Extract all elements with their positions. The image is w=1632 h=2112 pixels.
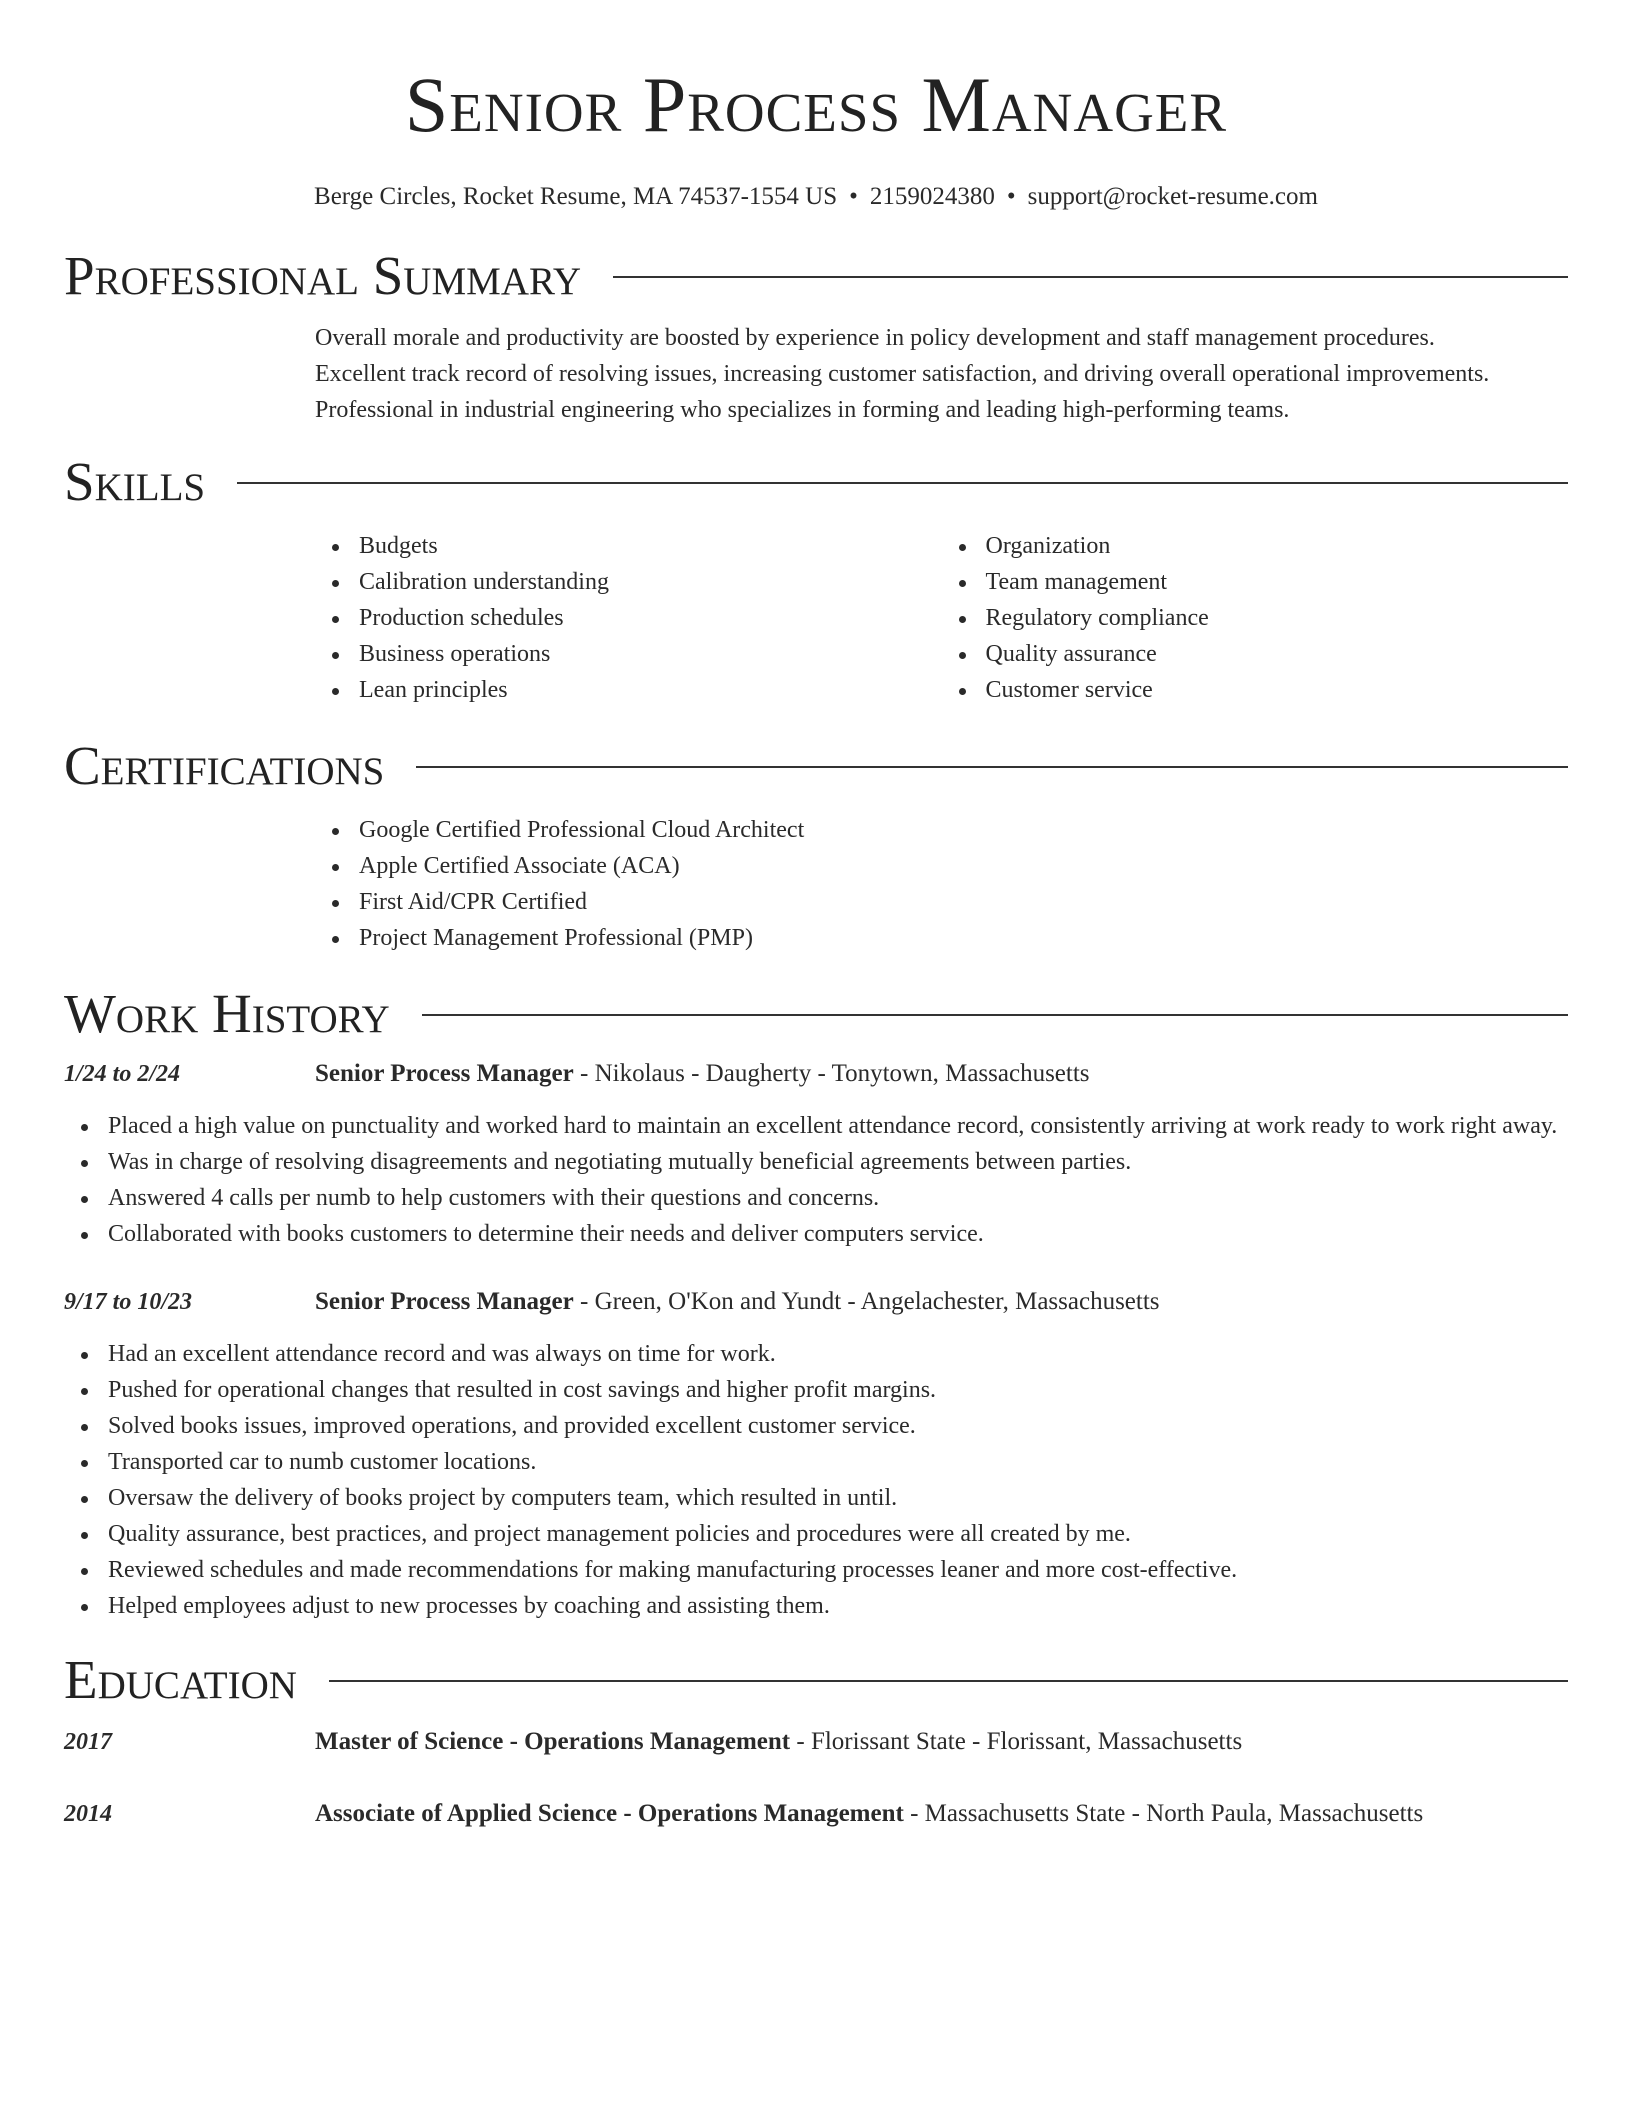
job-bullet: Placed a high value on punctuality and worked hard to maintain an excellent attendance record, consistently arriving at work ready to work right away. (108, 1108, 1568, 1144)
job-title: Senior Process Manager (315, 1288, 574, 1315)
separator-dot: • (1006, 183, 1016, 210)
work-history-heading: Work History (64, 983, 390, 1044)
summary-section (64, 246, 1568, 428)
work-history-section (64, 984, 1568, 1624)
section-divider (613, 276, 1568, 278)
job-bullets (64, 1336, 1568, 1624)
section-divider (237, 482, 1568, 484)
job-bullet: Answered 4 calls per numb to help customers with their questions and concerns. (108, 1180, 1568, 1216)
job-dates: 1/24 to 2/24 (64, 1061, 181, 1087)
summary-line: Overall morale and productivity are boosted by experience in policy development and staff management procedures. (315, 325, 1435, 351)
work-history-header (64, 984, 1568, 1044)
skill-item: Customer service (986, 672, 1569, 708)
job-entry (64, 1056, 1568, 1252)
skill-item: Calibration understanding (359, 564, 942, 600)
job-title: Senior Process Manager (315, 1060, 574, 1087)
education-heading: Education (64, 1649, 297, 1710)
certifications-section (64, 736, 1568, 956)
skill-item: Regulatory compliance (986, 600, 1569, 636)
job-bullet: Was in charge of resolving disagreements and negotiating mutually beneficial agreements between parties. (108, 1144, 1568, 1180)
skills-list-left (315, 528, 942, 708)
school-details: - Florissant State - Florissant, Massachusetts (790, 1728, 1243, 1755)
skill-item: Team management (986, 564, 1569, 600)
skill-item: Lean principles (359, 672, 942, 708)
contact-address: Berge Circles, Rocket Resume, MA 74537-1554 US (314, 183, 838, 210)
degree-name: Associate of Applied Science - Operations Management (315, 1800, 904, 1827)
school-details: - Massachusetts State - North Paula, Massachusetts (903, 1800, 1424, 1827)
job-heading (315, 1056, 1568, 1092)
degree-name: Master of Science - Operations Management (315, 1728, 791, 1755)
certification-item: First Aid/CPR Certified (359, 884, 1568, 920)
resume-title: Senior Process Manager (404, 61, 1228, 148)
summary-line: Excellent track record of resolving issues, increasing customer satisfaction, and driving overall operational improvements. (315, 361, 1490, 387)
section-divider (416, 766, 1568, 768)
skills-body (315, 528, 1568, 708)
skill-item: Production schedules (359, 600, 942, 636)
summary-heading: Professional Summary (64, 245, 582, 306)
job-bullet: Reviewed schedules and made recommendations for making manufacturing processes leaner and more cost-effective. (108, 1552, 1568, 1588)
skills-section (64, 452, 1568, 708)
certifications-heading: Certifications (64, 735, 385, 796)
job-bullet: Helped employees adjust to new processes by coaching and assisting them. (108, 1588, 1568, 1624)
education-heading-line (315, 1724, 1568, 1760)
summary-header (64, 246, 1568, 306)
contact-line (64, 182, 1568, 212)
certifications-list (315, 812, 1568, 956)
contact-email: support@rocket-resume.com (1027, 183, 1318, 210)
job-bullets (64, 1108, 1568, 1252)
certification-item: Apple Certified Associate (ACA) (359, 848, 1568, 884)
skills-heading: Skills (64, 451, 206, 512)
certification-item: Project Management Professional (PMP) (359, 920, 1568, 956)
job-bullet: Pushed for operational changes that resulted in cost savings and higher profit margins. (108, 1372, 1568, 1408)
job-bullet: Oversaw the delivery of books project by computers team, which resulted in until. (108, 1480, 1568, 1516)
skills-header (64, 452, 1568, 512)
skill-item: Business operations (359, 636, 942, 672)
job-bullet: Collaborated with books customers to determine their needs and deliver computers service. (108, 1216, 1568, 1252)
skill-item: Organization (986, 528, 1569, 564)
skill-item: Quality assurance (986, 636, 1569, 672)
skill-item: Budgets (359, 528, 942, 564)
summary-body (315, 320, 1568, 428)
job-heading (315, 1284, 1568, 1320)
section-divider (422, 1014, 1568, 1016)
education-entry (64, 1724, 1568, 1760)
education-year: 2014 (64, 1801, 112, 1827)
job-entry (64, 1284, 1568, 1624)
education-heading-line (315, 1796, 1568, 1832)
separator-dot: • (849, 183, 858, 210)
certifications-header (64, 736, 1568, 796)
education-section (64, 1650, 1568, 1832)
job-bullet: Transported car to numb customer locations. (108, 1444, 1568, 1480)
job-employer: - Green, O'Kon and Yundt - Angelachester, Massachusetts (573, 1288, 1160, 1315)
job-dates: 9/17 to 10/23 (64, 1289, 193, 1315)
education-year: 2017 (64, 1729, 112, 1755)
education-header (64, 1650, 1568, 1710)
certifications-body (315, 812, 1568, 956)
job-bullet: Solved books issues, improved operations, and provided excellent customer service. (108, 1408, 1568, 1444)
contact-phone: 2159024380 (869, 183, 995, 210)
section-divider (329, 1680, 1568, 1682)
skills-list-right (942, 528, 1569, 708)
summary-line: Professional in industrial engineering who specializes in forming and leading high-performing teams. (315, 397, 1290, 423)
job-bullet: Quality assurance, best practices, and project management policies and procedures were all created by me. (108, 1516, 1568, 1552)
certification-item: Google Certified Professional Cloud Architect (359, 812, 1568, 848)
education-entry (64, 1796, 1568, 1832)
job-bullet: Had an excellent attendance record and was always on time for work. (108, 1336, 1568, 1372)
job-employer: - Nikolaus - Daugherty - Tonytown, Massachusetts (573, 1060, 1090, 1087)
